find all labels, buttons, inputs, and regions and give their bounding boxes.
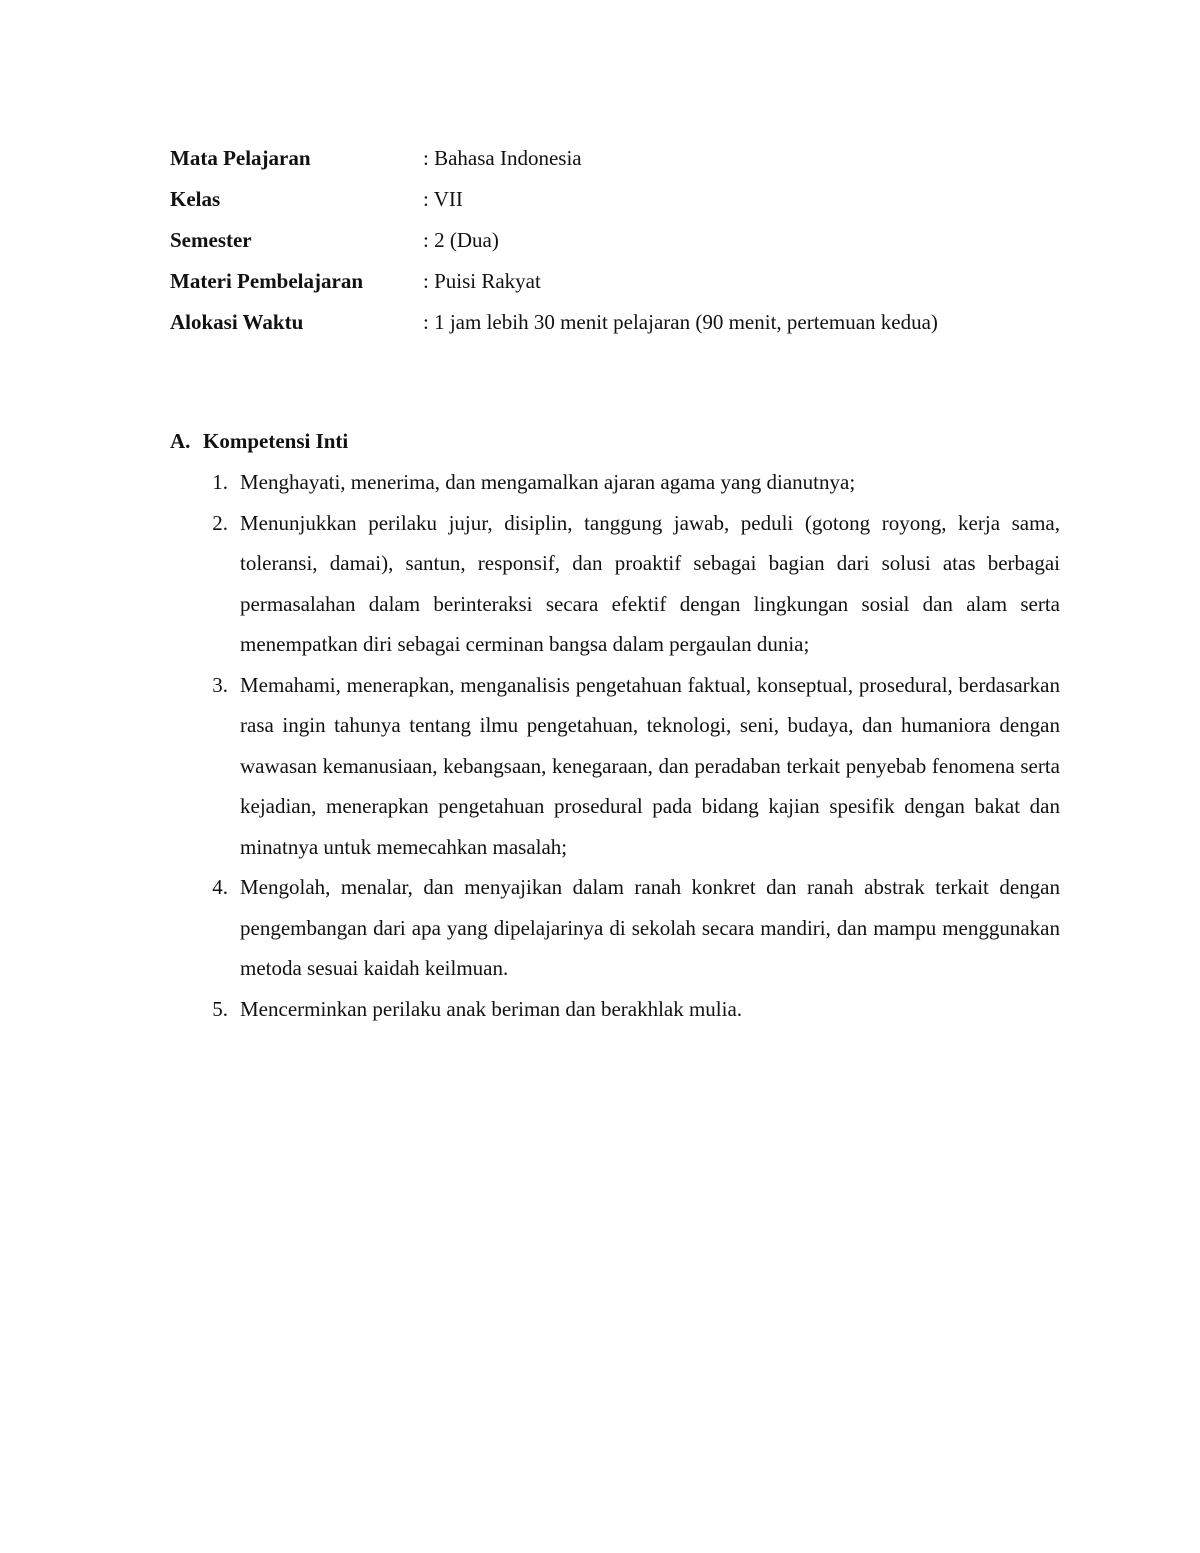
list-item	[170, 867, 1060, 989]
section-heading	[170, 421, 1060, 462]
info-label: Materi Pembelajaran	[170, 269, 364, 293]
list-text: Mengolah, menalar, dan menyajikan dalam ranah konkret dan ranah abstrak terkait dengan pengembangan dari apa yang dipelajarinya di sekolah secara mandiri, dan mampu menggunakan metoda sesuai kaidah keilmuan.	[240, 875, 1060, 980]
list-number: 3.	[212, 672, 228, 697]
info-row-material	[170, 261, 1070, 302]
info-label: Mata Pelajaran	[170, 146, 311, 170]
info-row-time	[170, 302, 1070, 343]
info-label: Semester	[170, 228, 252, 252]
info-label: Kelas	[170, 187, 221, 211]
list-item	[170, 462, 1060, 503]
info-value: : VII	[423, 187, 463, 211]
list-text: Memahami, menerapkan, menganalisis pengetahuan faktual, konseptual, prosedural, berdasarkan rasa ingin tahunya tentang ilmu pengetahuan, teknologi, seni, budaya, dan humaniora dengan wawasan kemanusiaan, kebangsaan, kenegaraan, dan peradaban terkait penyebab fenomena serta kejadian, menerapkan pengetahuan prosedural pada bidang kajian spesifik dengan bakat dan minatnya untuk memecahkan masalah;	[240, 672, 1060, 859]
list-item	[170, 503, 1060, 665]
list-number: 4.	[212, 875, 228, 899]
list-number: 2.	[212, 510, 228, 535]
list-number: 1.	[212, 470, 228, 494]
list-item	[170, 989, 1060, 1030]
info-value: : Puisi Rakyat	[423, 269, 541, 293]
section-letter: A.	[170, 429, 191, 453]
info-value: : 2 (Dua)	[423, 228, 499, 252]
list-text: Menunjukkan perilaku jujur, disiplin, tanggung jawab, peduli (gotong royong, kerja sama, toleransi, damai), santun, responsif, dan proaktif sebagai bagian dari solusi atas berbagai permasalahan dalam berinteraksi secara efektif dengan lingkungan sosial dan alam serta menempatkan diri sebagai cerminan bangsa dalam pergaulan dunia;	[240, 510, 1060, 656]
info-value: : 1 jam lebih 30 menit pelajaran (90 menit, pertemuan kedua)	[423, 310, 938, 334]
section-title: Kompetensi Inti	[203, 429, 349, 453]
lesson-info-table	[170, 138, 1070, 343]
info-value: : Bahasa Indonesia	[423, 146, 582, 170]
core-competency-section	[170, 421, 1060, 1029]
list-item	[170, 665, 1060, 868]
info-row-class	[170, 179, 1070, 220]
info-label: Alokasi Waktu	[170, 310, 304, 334]
list-text: Menghayati, menerima, dan mengamalkan ajaran agama yang dianutnya;	[240, 470, 856, 494]
list-number: 5.	[212, 996, 228, 1021]
list-text: Mencerminkan perilaku anak beriman dan berakhlak mulia.	[240, 996, 743, 1021]
competency-list	[170, 462, 1060, 1029]
info-row-subject	[170, 138, 1070, 179]
info-row-semester	[170, 220, 1070, 261]
